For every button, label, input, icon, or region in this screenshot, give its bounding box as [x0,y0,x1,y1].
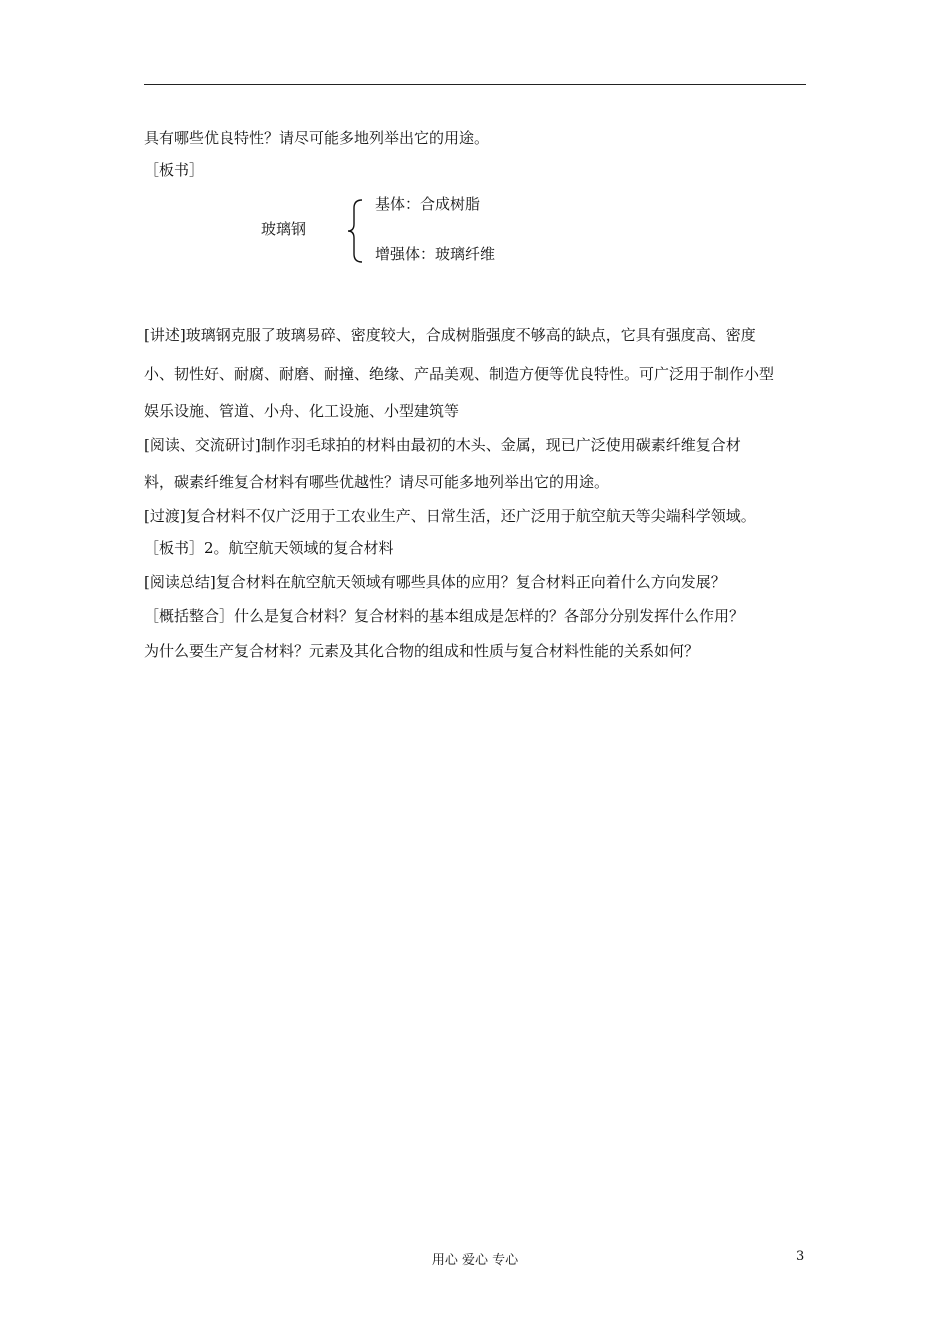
curly-brace-icon [346,198,366,264]
text-line: 娱乐设施、管道、小舟、化工设施、小型建筑等 [144,402,460,420]
page-number: 3 [796,1249,805,1264]
text-line: ［板书］2。航空航天领域的复合材料 [144,539,394,557]
text-line: 具有哪些优良特性？请尽可能多地列举出它的用途。 [144,129,490,147]
text-line: [阅读、交流研讨]制作羽毛球拍的材料由最初的木头、金属，现已广泛使用碳素纤维复合材 [144,436,741,454]
text-line: 为什么要生产复合材料？元素及其化合物的组成和性质与复合材料性能的关系如何？ [144,642,700,660]
board-item: 基体：合成树脂 [375,195,481,213]
text-line: ［概括整合］什么是复合材料？复合材料的基本组成是怎样的？各部分分别发挥什么作用？ [144,607,745,625]
text-line: 小、韧性好、耐腐、耐磨、耐撞、绝缘、产品美观、制造方便等优良特性。可广泛用于制作小型 [144,365,775,383]
text-line: [讲述]玻璃钢克服了玻璃易碎、密度较大，合成树脂强度不够高的缺点，它具有强度高、密度 [144,326,756,344]
footer-motto: 用心 爱心 专心 [431,1253,519,1268]
board-label: 玻璃钢 [261,220,307,238]
text-line: ［板书］ [144,161,205,179]
text-line: [阅读总结]复合材料在航空航天领域有哪些具体的应用？复合材料正向着什么方向发展？ [144,573,726,591]
text-line: [过渡]复合材料不仅广泛用于工农业生产、日常生活，还广泛用于航空航天等尖端科学领域。 [144,507,756,525]
board-item: 增强体：玻璃纤维 [375,245,496,263]
header-rule [144,84,806,85]
text-line: 料，碳素纤维复合材料有哪些优越性？请尽可能多地列举出它的用途。 [144,473,610,491]
